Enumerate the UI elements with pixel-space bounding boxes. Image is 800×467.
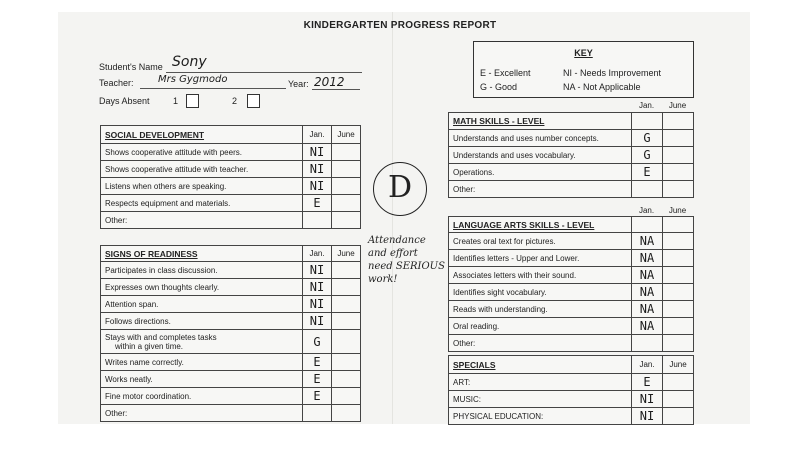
key-good: G - Good xyxy=(480,82,518,92)
jan-grade xyxy=(303,212,332,229)
skill-label: Other: xyxy=(101,212,303,229)
skill-label: Understands and uses number concepts. xyxy=(449,130,632,147)
table-row xyxy=(449,250,694,267)
skill-label: Listens when others are speaking. xyxy=(101,178,303,195)
jan-grade: NI xyxy=(632,408,663,425)
june-grade xyxy=(663,147,694,164)
skill-label: Fine motor coordination. xyxy=(101,388,303,405)
specials-header: SPECIALS xyxy=(449,356,632,374)
table-row xyxy=(449,113,694,130)
skill-label: Identifies letters - Upper and Lower. xyxy=(449,250,632,267)
table-row xyxy=(101,246,361,262)
skill-label: Operations. xyxy=(449,164,632,181)
language-jan-column-header: Jan. xyxy=(638,206,655,215)
skill-label: Follows directions. xyxy=(101,313,303,330)
skill-label: Shows cooperative attitude with peers. xyxy=(101,144,303,161)
teacher-note-line: need SERIOUS xyxy=(368,261,445,272)
jan-grade xyxy=(632,217,663,233)
days-absent-box-2[interactable] xyxy=(247,94,260,108)
jan-grade: NI xyxy=(632,391,663,408)
jan-grade xyxy=(303,405,332,422)
june-column-header: June xyxy=(663,356,694,374)
table-row xyxy=(449,374,694,391)
june-grade xyxy=(332,330,361,354)
jan-grade: E xyxy=(303,195,332,212)
jan-grade: NI xyxy=(303,279,332,296)
june-grade xyxy=(663,284,694,301)
table-row xyxy=(449,318,694,335)
signs-of-readiness-header: SIGNS OF READINESS xyxy=(101,246,303,262)
subject-label: MUSIC: xyxy=(449,391,632,408)
table-row xyxy=(101,178,361,195)
table-row xyxy=(101,279,361,296)
june-grade xyxy=(332,144,361,161)
june-grade xyxy=(332,371,361,388)
skill-label: Expresses own thoughts clearly. xyxy=(101,279,303,296)
table-row xyxy=(449,301,694,318)
table-row xyxy=(101,144,361,161)
teacher-label: Teacher: xyxy=(99,78,134,88)
social-development-header: SOCIAL DEVELOPMENT xyxy=(101,126,303,144)
table-row xyxy=(449,408,694,425)
jan-grade: NI xyxy=(303,262,332,279)
jan-grade: G xyxy=(632,130,663,147)
days-absent-box-1[interactable] xyxy=(186,94,199,108)
skill-label: Works neatly. xyxy=(101,371,303,388)
june-grade xyxy=(663,301,694,318)
key-excellent: E - Excellent xyxy=(480,68,531,78)
jan-grade: G xyxy=(303,330,332,354)
june-grade xyxy=(663,181,694,198)
jan-grade: E xyxy=(632,164,663,181)
teacher-note-line: and effort xyxy=(368,248,418,259)
skill-label: Understands and uses vocabulary. xyxy=(449,147,632,164)
teacher-note xyxy=(368,234,448,286)
math-jan-column-header: Jan. xyxy=(638,101,655,110)
key-not-applicable: NA - Not Applicable xyxy=(563,82,641,92)
jan-grade: E xyxy=(303,371,332,388)
year-value: 2012 xyxy=(314,75,345,89)
jan-grade: NA xyxy=(632,301,663,318)
june-grade xyxy=(663,408,694,425)
june-grade xyxy=(332,161,361,178)
table-row xyxy=(101,126,361,144)
jan-grade: E xyxy=(303,388,332,405)
days-absent-box1-label: 1 xyxy=(173,96,179,106)
social-development-table xyxy=(100,125,361,229)
teacher-note-line: work! xyxy=(368,274,398,285)
jan-grade: NA xyxy=(632,318,663,335)
june-grade xyxy=(663,267,694,284)
paper-fold xyxy=(392,12,393,424)
jan-grade: NI xyxy=(303,161,332,178)
june-grade xyxy=(663,335,694,352)
year-line xyxy=(312,89,360,90)
table-row xyxy=(449,164,694,181)
june-grade xyxy=(663,374,694,391)
jan-grade: G xyxy=(632,147,663,164)
jan-grade: NA xyxy=(632,267,663,284)
days-absent-box2-label: 2 xyxy=(232,96,238,106)
table-row xyxy=(101,388,361,405)
jan-column-header: Jan. xyxy=(303,126,332,144)
june-grade xyxy=(663,318,694,335)
jan-grade xyxy=(632,181,663,198)
year-label: Year: xyxy=(288,79,309,89)
jan-grade: NI xyxy=(303,144,332,161)
table-row xyxy=(449,147,694,164)
table-row xyxy=(101,296,361,313)
jan-grade: E xyxy=(632,374,663,391)
skill-label: Other: xyxy=(449,335,632,352)
language-arts-header: LANGUAGE ARTS SKILLS - LEVEL xyxy=(449,217,632,233)
skill-label-multiline xyxy=(101,330,303,354)
table-row xyxy=(101,371,361,388)
skill-label: Attention span. xyxy=(101,296,303,313)
skill-label: Shows cooperative attitude with teacher. xyxy=(101,161,303,178)
june-column-header: June xyxy=(332,126,361,144)
skill-label: Other: xyxy=(449,181,632,198)
june-grade xyxy=(332,354,361,371)
teacher-value: Mrs Gygmodo xyxy=(158,74,228,85)
student-name-line xyxy=(166,72,362,73)
june-column-header: June xyxy=(332,246,361,262)
key-needs-improvement: NI - Needs Improvement xyxy=(563,68,662,78)
june-grade xyxy=(332,388,361,405)
skill-label: Identifies sight vocabulary. xyxy=(449,284,632,301)
table-row xyxy=(101,313,361,330)
table-row xyxy=(449,284,694,301)
june-grade xyxy=(332,262,361,279)
jan-grade: NI xyxy=(303,313,332,330)
table-row xyxy=(449,391,694,408)
jan-column-header: Jan. xyxy=(303,246,332,262)
june-grade xyxy=(663,250,694,267)
skill-label: Creates oral text for pictures. xyxy=(449,233,632,250)
table-row xyxy=(101,405,361,422)
skill-label-continued: within a given time. xyxy=(115,341,184,351)
skill-label: Stays with and completes tasks xyxy=(105,332,217,342)
table-row xyxy=(449,130,694,147)
specials-table xyxy=(448,355,694,425)
jan-grade: NA xyxy=(632,250,663,267)
math-skills-header: MATH SKILLS - LEVEL xyxy=(449,113,632,130)
days-absent-label: Days Absent xyxy=(99,96,150,106)
table-row xyxy=(101,161,361,178)
teacher-note-line: Attendance xyxy=(368,235,426,246)
june-grade xyxy=(663,130,694,147)
overall-grade: D xyxy=(387,170,413,205)
math-june-column-header: June xyxy=(668,101,687,110)
table-row xyxy=(101,330,361,354)
table-row xyxy=(101,195,361,212)
table-row xyxy=(101,354,361,371)
table-row xyxy=(449,233,694,250)
june-grade xyxy=(663,164,694,181)
june-grade xyxy=(332,405,361,422)
skill-label: Respects equipment and materials. xyxy=(101,195,303,212)
skill-label: Reads with understanding. xyxy=(449,301,632,318)
jan-column-header: Jan. xyxy=(632,356,663,374)
table-row xyxy=(449,356,694,374)
june-grade xyxy=(332,212,361,229)
skill-label: Oral reading. xyxy=(449,318,632,335)
june-grade xyxy=(332,313,361,330)
subject-label: PHYSICAL EDUCATION: xyxy=(449,408,632,425)
skill-label: Associates letters with their sound. xyxy=(449,267,632,284)
skill-label: Writes name correctly. xyxy=(101,354,303,371)
jan-grade xyxy=(632,335,663,352)
report-title: KINDERGARTEN PROGRESS REPORT xyxy=(303,20,497,31)
table-row xyxy=(101,212,361,229)
skill-label: Other: xyxy=(101,405,303,422)
table-row xyxy=(449,335,694,352)
student-name-value: Sony xyxy=(172,54,207,70)
june-grade xyxy=(332,296,361,313)
june-grade xyxy=(332,279,361,296)
math-skills-table xyxy=(448,112,694,198)
teacher-line xyxy=(140,88,286,89)
jan-grade: E xyxy=(303,354,332,371)
signs-of-readiness-table xyxy=(100,245,361,422)
key-title: KEY xyxy=(574,48,593,58)
language-arts-table xyxy=(448,216,694,352)
jan-grade: NI xyxy=(303,296,332,313)
skill-label: Participates in class discussion. xyxy=(101,262,303,279)
table-row xyxy=(449,181,694,198)
june-grade xyxy=(663,233,694,250)
june-grade xyxy=(332,195,361,212)
student-name-label: Student's Name xyxy=(99,62,163,72)
jan-grade: NI xyxy=(303,178,332,195)
language-june-column-header: June xyxy=(668,206,687,215)
table-row xyxy=(101,262,361,279)
jan-grade: NA xyxy=(632,233,663,250)
june-grade xyxy=(663,113,694,130)
jan-grade xyxy=(632,113,663,130)
june-grade xyxy=(332,178,361,195)
table-row xyxy=(449,217,694,233)
june-grade xyxy=(663,391,694,408)
jan-grade: NA xyxy=(632,284,663,301)
june-grade xyxy=(663,217,694,233)
table-row xyxy=(449,267,694,284)
subject-label: ART: xyxy=(449,374,632,391)
